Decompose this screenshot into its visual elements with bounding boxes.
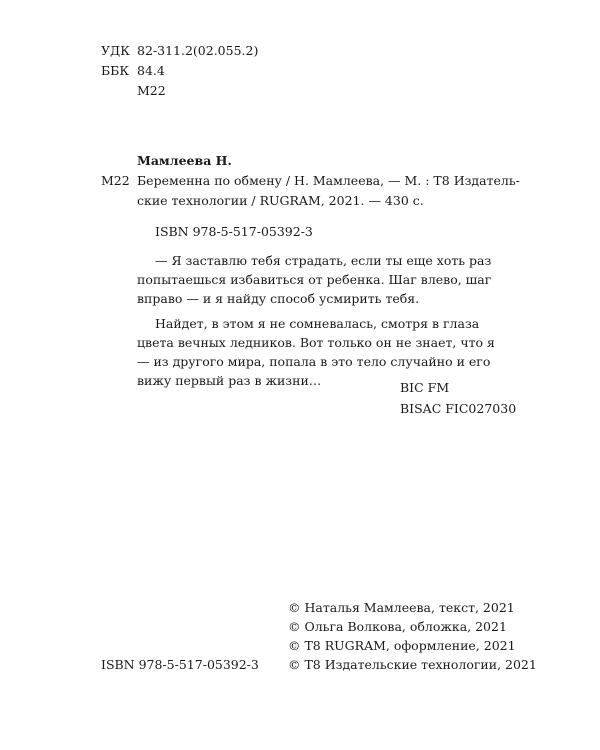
bisac-code: BISAC FIC027030	[400, 401, 517, 416]
bibliographic-line-2: ские технологии / RUGRAM, 2021. — 430 с.	[137, 193, 424, 208]
annotation-paragraph-2: Найдет, в этом я не сомневалась, смотря в глаза цвета вечных ледников. Вот только он не знает, что я — из другого мира, попала в это тело случайно и его вижу первый раз в жизни…	[137, 316, 495, 388]
udk-value: 82-311.2(02.055.2)	[137, 43, 259, 58]
udk-label: УДК	[101, 43, 130, 58]
entry-code: М22	[101, 173, 130, 188]
isbn-bottom: ISBN 978-5-517-05392-3	[101, 657, 259, 672]
copyright-cover: © Ольга Волкова, обложка, 2021	[288, 619, 507, 634]
bbk-label: ББК	[101, 63, 130, 78]
classification-code: М22	[137, 83, 166, 98]
copyright-text: © Наталья Мамлеева, текст, 2021	[288, 600, 515, 615]
author-name: Мамлеева Н.	[137, 153, 232, 168]
bbk-value: 84.4	[137, 63, 165, 78]
copyright-design: © T8 RUGRAM, оформление, 2021	[288, 638, 516, 653]
bic-code: BIC FM	[400, 380, 450, 395]
copyright-block	[288, 598, 537, 674]
annotation-paragraph-1: — Я заставлю тебя страдать, если ты еще хоть раз попытаешься избавиться от ребенка. Шаг влево, шаг вправо — и я найду способ усмирить тебя.	[137, 253, 492, 306]
copyright-publisher: © Т8 Издательские технологии, 2021	[288, 657, 537, 672]
annotation	[137, 251, 507, 390]
bibliographic-line-1: Беременна по обмену / Н. Мамлеева, — М. : Т8 Издатель-	[137, 173, 520, 188]
isbn-top: ISBN 978-5-517-05392-3	[155, 224, 313, 239]
